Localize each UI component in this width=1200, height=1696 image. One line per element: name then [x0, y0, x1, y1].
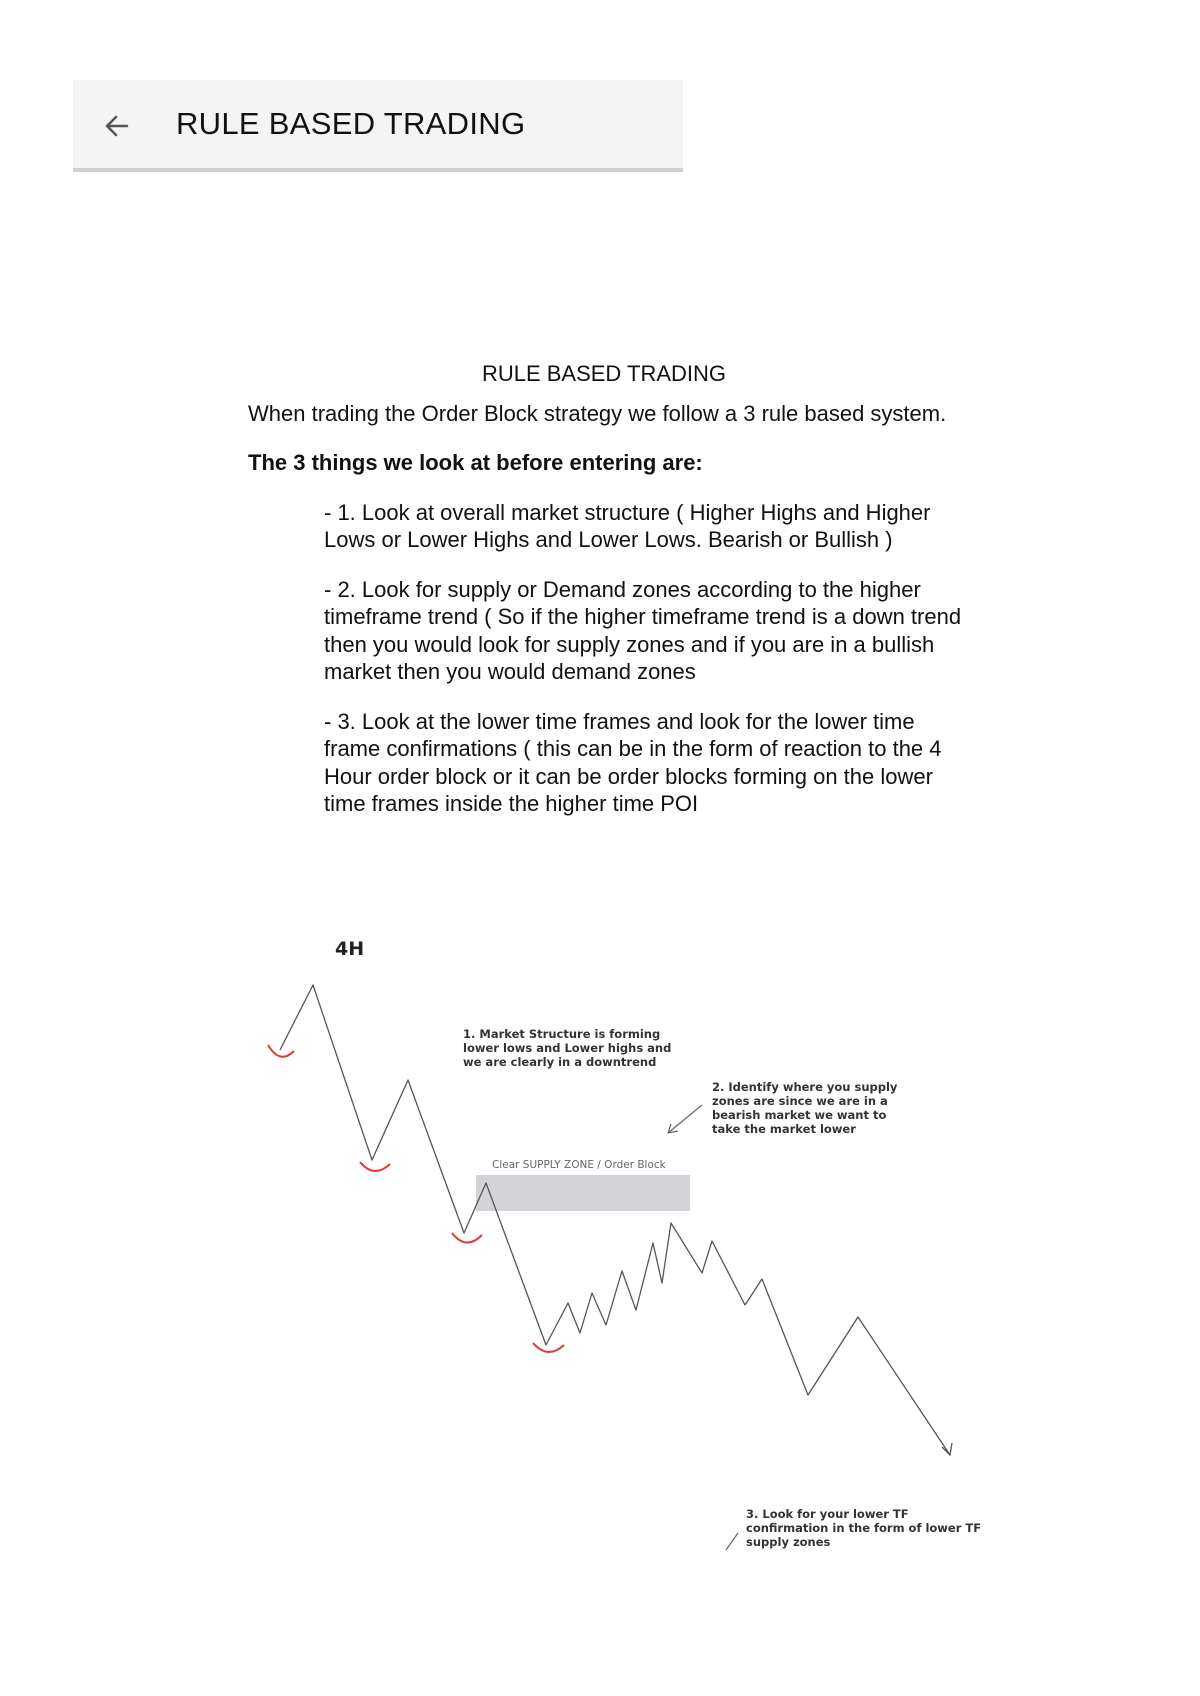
- swing-low-marker-4: [533, 1343, 564, 1352]
- annotation-supply-zones: [712, 1080, 898, 1136]
- market-structure-diagram: [250, 925, 1010, 1575]
- timeframe-label: 4H: [335, 938, 365, 960]
- svg-text:3. Look for your lower TF: 3. Look for your lower TF: [746, 1507, 909, 1521]
- annotation-market-structure: [463, 1027, 671, 1069]
- arrow-left-icon[interactable]: [101, 110, 133, 142]
- intro-paragraph: When trading the Order Block strategy we follow a 3 rule based system.: [248, 400, 947, 426]
- svg-text:lower lows and Lower highs and: lower lows and Lower highs and: [463, 1041, 672, 1055]
- page-title: RULE BASED TRADING: [176, 106, 526, 141]
- rule-3: - 3. Look at the lower time frames and look for the lower time frame confirmations ( this can be in the form of reaction to the 4 Hour order block or it can be order blocks forming on the lower time frames inside the higher time POI: [324, 708, 942, 816]
- supply-zone-label: Clear SUPPLY ZONE / Order Block: [492, 1159, 666, 1171]
- svg-text:supply zones: supply zones: [746, 1535, 831, 1549]
- pointer-arrow-3: [726, 1533, 738, 1550]
- things-heading: The 3 things we look at before entering are:: [248, 450, 703, 475]
- swing-low-marker-2: [360, 1162, 390, 1171]
- svg-text:2. Identify where you supply: 2. Identify where you supply: [712, 1080, 898, 1094]
- supply-zone: [476, 1175, 690, 1211]
- svg-text:1. Market Structure is forming: 1. Market Structure is forming: [463, 1027, 661, 1041]
- svg-text:bearish market we want to: bearish market we want to: [712, 1108, 887, 1122]
- svg-text:we are clearly in a downtrend: we are clearly in a downtrend: [463, 1055, 657, 1069]
- svg-text:confirmation in the form of lo: confirmation in the form of lower TF: [746, 1521, 982, 1535]
- svg-text:zones are since we are in a: zones are since we are in a: [712, 1094, 888, 1108]
- annotation-lower-tf: [746, 1507, 981, 1549]
- swing-low-marker-3: [452, 1233, 482, 1243]
- svg-text:take the market lower: take the market lower: [712, 1122, 856, 1136]
- rule-2: - 2. Look for supply or Demand zones according to the higher timeframe trend ( So if the higher timeframe trend is a down trend then you would look for supply zones and if you are in a bullish market then you would demand zones: [324, 576, 962, 684]
- rule-1: - 1. Look at overall market structure ( Higher Highs and Higher Lows or Lower Highs and Lower Lows. Bearish or Bullish ): [324, 499, 931, 552]
- document-title: RULE BASED TRADING: [481, 361, 727, 386]
- document-body: [248, 360, 968, 840]
- pointer-arrow-2: [668, 1105, 702, 1133]
- app-header: [73, 80, 683, 172]
